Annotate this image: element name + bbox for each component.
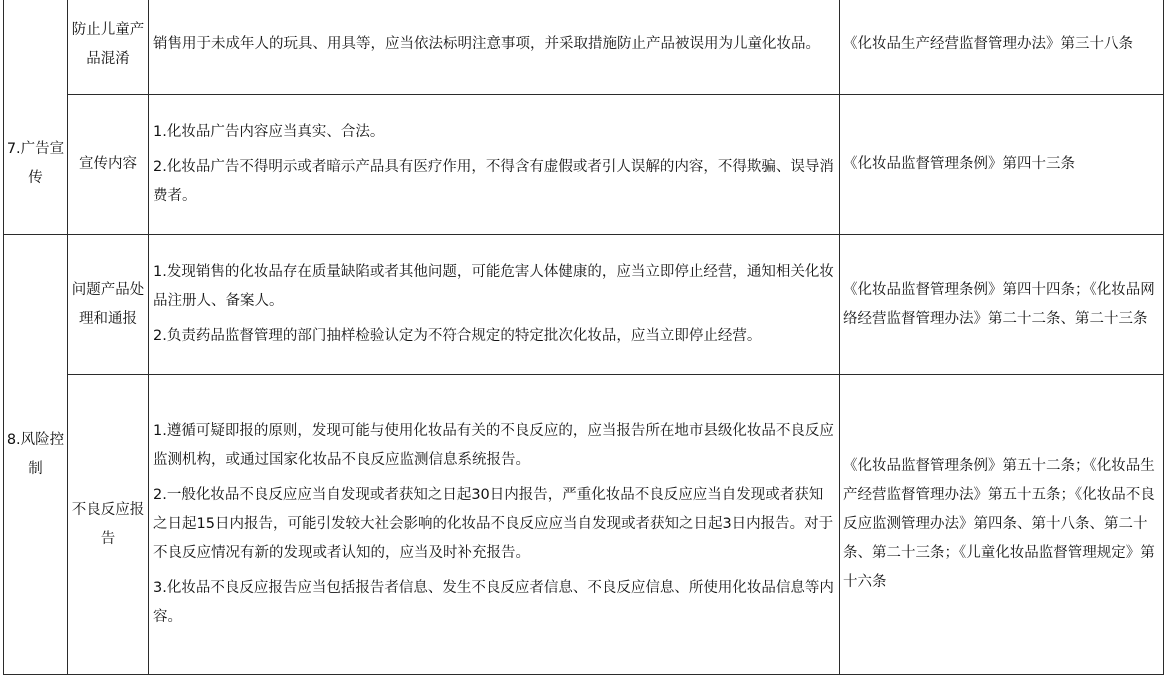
category-cell: 8.风险控制 <box>4 235 68 675</box>
basis-cell: 《化妆品生产经营监督管理办法》第三十八条 <box>840 0 1164 95</box>
requirement-cell <box>149 0 840 95</box>
subcategory-cell: 宣传内容 <box>68 95 149 235</box>
requirement-text: 1.遵循可疑即报的原则，发现可能与使用化妆品有关的不良反应的，应当报告所在地市县级化妆品不良反应监测机构，或通过国家化妆品不良反应监测信息系统报告。 <box>153 423 834 468</box>
basis-cell: 《化妆品监督管理条例》第四十三条 <box>840 95 1164 235</box>
requirement-text: 1.发现销售的化妆品存在质量缺陷或者其他问题，可能危害人体健康的，应当立即停止经营，通知相关化妆品注册人、备案人。 <box>153 264 834 309</box>
requirement-text: 1.化妆品广告内容应当真实、合法。 <box>153 124 385 140</box>
category-cell <box>4 0 68 95</box>
category-cell: 7.广告宣传 <box>4 95 68 235</box>
table-row <box>4 375 1164 675</box>
requirement-cell <box>149 95 840 235</box>
requirement-text: 销售用于未成年人的玩具、用具等，应当依法标明注意事项，并采取措施防止产品被误用为儿童化妆品。 <box>153 36 820 52</box>
table-row <box>4 0 1164 95</box>
requirement-cell <box>149 235 840 375</box>
requirement-text: 2.一般化妆品不良反应应当自发现或者获知之日起30日内报告，严重化妆品不良反应应当自发现或者获知之日起15日内报告，可能引发较大社会影响的化妆品不良反应应当自发现或者获知之日起3日内报告。对于不良反应情况有新的发现或者认知的，应当及时补充报告。 <box>153 487 834 561</box>
table-row <box>4 235 1164 375</box>
requirement-text: 2.化妆品广告不得明示或者暗示产品具有医疗作用，不得含有虚假或者引人误解的内容，不得欺骗、误导消费者。 <box>153 159 834 204</box>
table-row <box>4 95 1164 235</box>
requirement-text: 3.化妆品不良反应报告应当包括报告者信息、发生不良反应者信息、不良反应信息、所使用化妆品信息等内容。 <box>153 580 834 625</box>
requirement-cell <box>149 375 840 675</box>
regulation-table <box>3 0 1164 675</box>
subcategory-cell: 不良反应报告 <box>68 375 149 675</box>
basis-cell: 《化妆品监督管理条例》第五十二条；《化妆品生产经营监督管理办法》第五十五条；《化妆品不良反应监测管理办法》第四条、第十八条、第二十条、第二十三条；《儿童化妆品监督管理规定》第十六条 <box>840 375 1164 675</box>
subcategory-cell: 防止儿童产品混淆 <box>68 0 149 95</box>
basis-cell: 《化妆品监督管理条例》第四十四条；《化妆品网络经营监督管理办法》第二十二条、第二十三条 <box>840 235 1164 375</box>
requirement-text: 2.负责药品监督管理的部门抽样检验认定为不符合规定的特定批次化妆品，应当立即停止经营。 <box>153 328 762 344</box>
subcategory-cell: 问题产品处理和通报 <box>68 235 149 375</box>
